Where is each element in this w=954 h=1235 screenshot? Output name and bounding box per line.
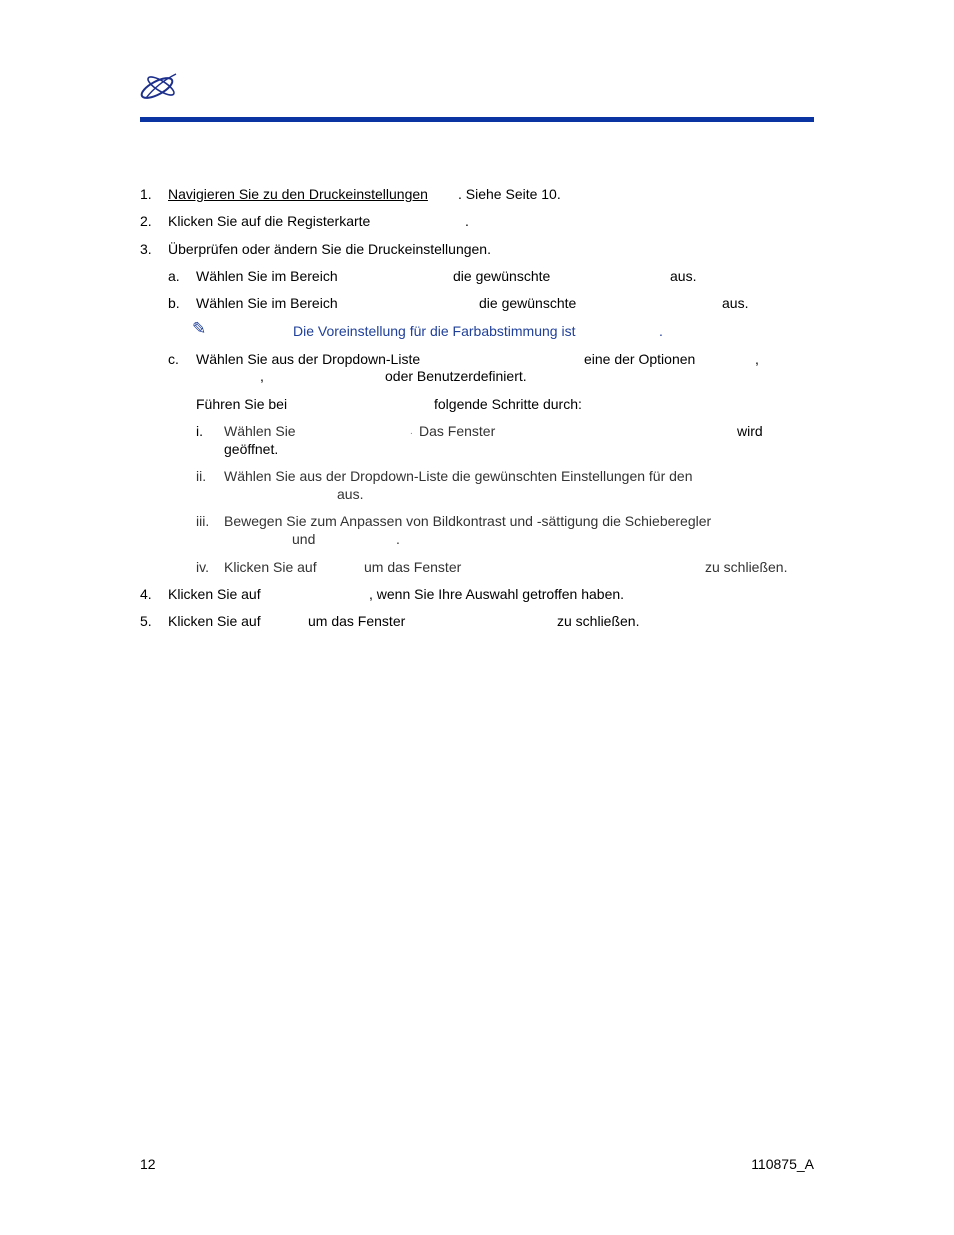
step-text: Überprüfen oder ändern Sie die Druckeinstellungen.	[168, 241, 491, 257]
substep-text: Wählen Sie im Bereich	[196, 295, 338, 311]
header-rule	[140, 117, 814, 122]
step-text: . Siehe Seite 10.	[458, 186, 561, 202]
step-text: Klicken Sie auf	[168, 586, 261, 602]
roman-numeral: iv.	[196, 559, 209, 575]
roman-text: und	[292, 531, 316, 547]
company-logo-icon	[138, 72, 180, 102]
pencil-note-icon: ✎	[192, 319, 207, 338]
substep-text: Wählen Sie im Bereich	[196, 268, 338, 284]
substep-text: die gewünschte	[453, 268, 551, 284]
step-text: Klicken Sie auf die Registerkarte	[168, 213, 371, 229]
substep-text: aus.	[670, 268, 697, 284]
step-text: .	[465, 213, 469, 229]
roman-text: Das Fenster	[419, 423, 496, 439]
note-text: .	[659, 323, 663, 339]
roman-text: um das Fenster	[364, 559, 462, 575]
roman-text: Wählen Sie aus der Dropdown-Liste die gewünschten Einstellungen für den	[224, 468, 693, 484]
custom-intro-text: folgende Schritte durch:	[434, 396, 582, 412]
roman-text: zu schließen.	[705, 559, 788, 575]
roman-numeral: i.	[196, 423, 203, 439]
note-text: Die Voreinstellung für die Farbabstimmung ist	[293, 323, 576, 339]
substep-letter: a.	[168, 268, 180, 284]
step-number: 3.	[140, 241, 152, 257]
substep-text: aus.	[722, 295, 749, 311]
print-settings-link[interactable]: Navigieren Sie zu den Druckeinstellungen	[168, 186, 428, 202]
step-text: zu schließen.	[557, 613, 640, 629]
step-text: , wenn Sie Ihre Auswahl getroffen haben.	[369, 586, 625, 602]
document-id: 110875_A	[751, 1156, 814, 1172]
roman-text: geöffnet.	[224, 441, 279, 457]
substep-text: ,	[755, 351, 759, 367]
step-number: 5.	[140, 613, 152, 629]
roman-text: wird	[737, 423, 763, 439]
roman-text: Wählen Sie	[224, 423, 296, 439]
substep-text: eine der Optionen	[584, 351, 696, 367]
substep-letter: c.	[168, 351, 179, 367]
custom-intro-text: Führen Sie bei	[196, 396, 288, 412]
step-number: 2.	[140, 213, 152, 229]
substep-text: oder Benutzerdefiniert.	[385, 368, 527, 384]
roman-text: aus.	[337, 486, 364, 502]
substep-text: die gewünschte	[479, 295, 577, 311]
page-number: 12	[140, 1156, 156, 1172]
roman-text: Bewegen Sie zum Anpassen von Bildkontrast und -sättigung die Schieberegler	[224, 513, 712, 529]
step-text: um das Fenster	[308, 613, 406, 629]
roman-numeral: ii.	[196, 468, 207, 484]
step-number: 4.	[140, 586, 152, 602]
substep-text: ,	[260, 368, 264, 384]
roman-numeral: iii.	[196, 513, 210, 529]
substep-letter: b.	[168, 295, 180, 311]
roman-text: .	[396, 531, 400, 547]
roman-text: .	[410, 426, 413, 437]
step-text: Klicken Sie auf	[168, 613, 261, 629]
substep-text: Wählen Sie aus der Dropdown-Liste	[196, 351, 421, 367]
roman-text: Klicken Sie auf	[224, 559, 317, 575]
step-number: 1.	[140, 186, 152, 202]
